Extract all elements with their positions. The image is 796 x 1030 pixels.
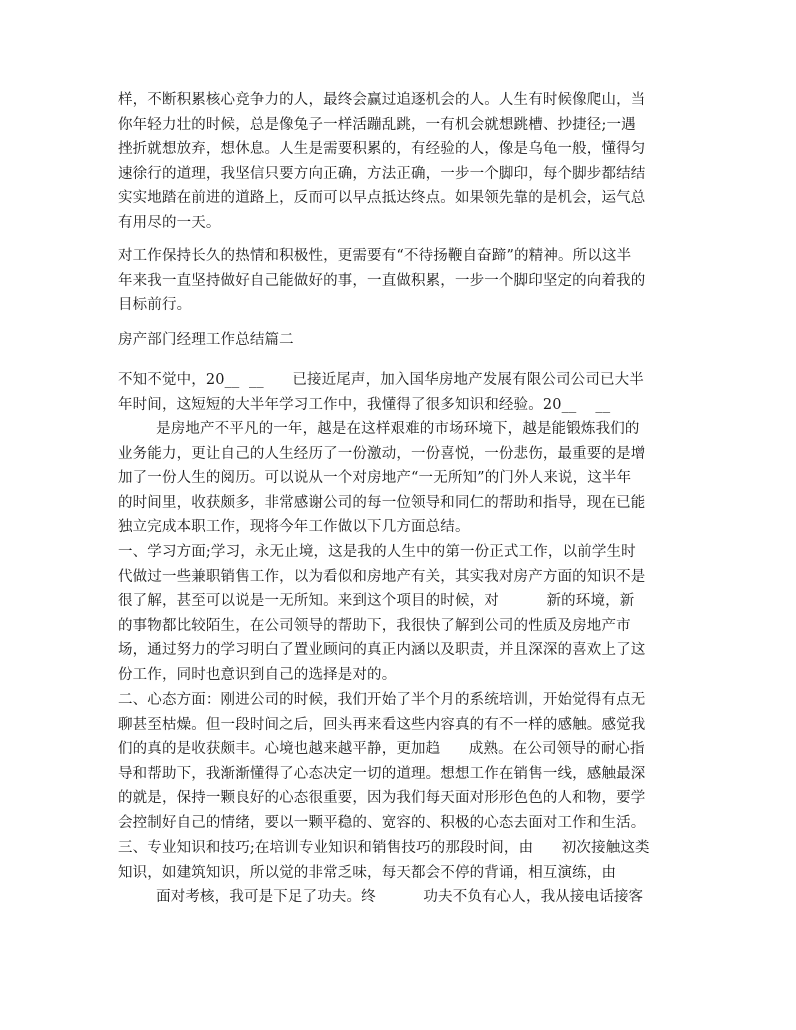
text-line: 面对考核，我可是下足了功夫。终 功夫不负有心人，我从接电话接客 [118,889,644,905]
paragraph-professional-skills [118,836,650,910]
text-line: 加了一份人生的阅历。可以说从一个对房地产“一无所知”的门外人来说，这半年 [118,470,632,486]
text-line: 份工作，同时也意识到自己的选择是对的。 [118,666,397,683]
paragraph-mindset [118,688,645,835]
text-line: 目标前行。 [118,297,192,313]
text-line: 业务能力，更让自己的人生经历了一份激动，一份喜悦，一份悲伤，最重要的是增 [118,445,646,462]
text-line: 很了解，甚至可以说是一无所知。来到这个项目的时候，对 新的环境，新 [118,593,635,609]
text-line: 挫折就想放弃，想休息。人生是需要积累的，有经验的人，像是乌龟一般，懂得匀 [118,141,646,157]
paragraph-enthusiasm [118,244,645,318]
text-line: 的事物都比较陌生，在公司领导的帮助下，我很快了解到公司的性质及房地产市 [118,617,631,634]
text-line: 三、专业知识和技巧;在培训专业知识和销售技巧的那段时间，由 初次接触这类 [118,840,650,856]
text-line: 对工作保持长久的热情和积极性，更需要有“不待扬鞭自奋蹄”的精神。所以这半 [118,248,632,264]
paragraph-persistence [118,88,645,235]
section-heading [118,328,294,353]
text-line: 的时间里，收获颇多，非常感谢公司的每一位领导和同仁的帮助和指导，现在已能 [118,494,646,511]
text-line: 聊甚至枯燥。但一段时间之后，回头再来看这些内容真的有不一样的感触。感觉我 [118,716,646,733]
text-line: 样，不断积累核心竞争力的人，最终会赢过追逐机会的人。人生有时候像爬山，当 [118,92,646,108]
text-line: 的就是，保持一颗良好的心态很重要，因为我们每天面对形形色色的人和物，要学 [118,790,646,806]
heading-text: 房产部门经理工作总结篇二 [118,332,294,348]
text-line: 一、学习方面;学习，永无止境，这是我的人生中的第一份正式工作，以前学生时 [118,544,636,560]
paragraph-intro [118,368,645,540]
text-line: 不知不觉中，20__ __ 已接近尾声，加入国华房地产发展有限公司公司已大半 [118,372,644,388]
text-line: 知识，如建筑知识，所以觉的非常乏味，每天都会不停的背诵，相互演练，由 [118,864,617,881]
text-line: 场，通过努力的学习明白了置业顾问的真正内涵以及职责，并且深深的喜欢上了这 [118,642,646,658]
text-line: 实实地踏在前进的道路上，反而可以早点抵达终点。如果领先靠的是机会，运气总 [118,190,646,206]
text-line: 会控制好自己的情绪，要以一颗平稳的、宽容的、积极的心态去面对工作和生活。 [118,814,646,831]
text-line: 你年轻力壮的时候，总是像兔子一样活蹦乱跳，一有机会就想跳槽、抄捷径;一遇 [118,116,636,133]
text-line: 有用尽的一天。 [118,214,221,231]
text-line: 二、心态方面：刚进公司的时候，我们开始了半个月的系统培训，开始觉得有点无 [118,692,646,708]
text-line: 年时间，这短短的大半年学习工作中，我懂得了很多知识和经验。20__ __ [118,396,611,413]
text-line: 代做过一些兼职销售工作，以为看似和房地产有关，其实我对房产方面的知识不是 [118,568,646,585]
paragraph-learning [118,540,645,687]
text-line: 是房地产不平凡的一年，越是在这样艰难的市场环境下，越是能锻炼我们的 [118,421,640,437]
text-line: 年来我一直坚持做好自己能做好的事，一直做积累，一步一个脚印坚定的向着我的 [118,272,646,289]
text-line: 独立完成本职工作，现将今年工作做以下几方面总结。 [118,519,470,535]
text-line: 导和帮助下，我渐渐懂得了心态决定一切的道理。想想工作在销售一线，感触最深 [118,765,646,782]
text-line: 们的真的是收获颇丰。心境也越来越平静，更加趋 成熟。在公司领导的耐心指 [118,741,645,757]
text-line: 速徐行的道理，我坚信只要方向正确，方法正确，一步一个脚印，每个脚步都结结 [118,165,646,182]
